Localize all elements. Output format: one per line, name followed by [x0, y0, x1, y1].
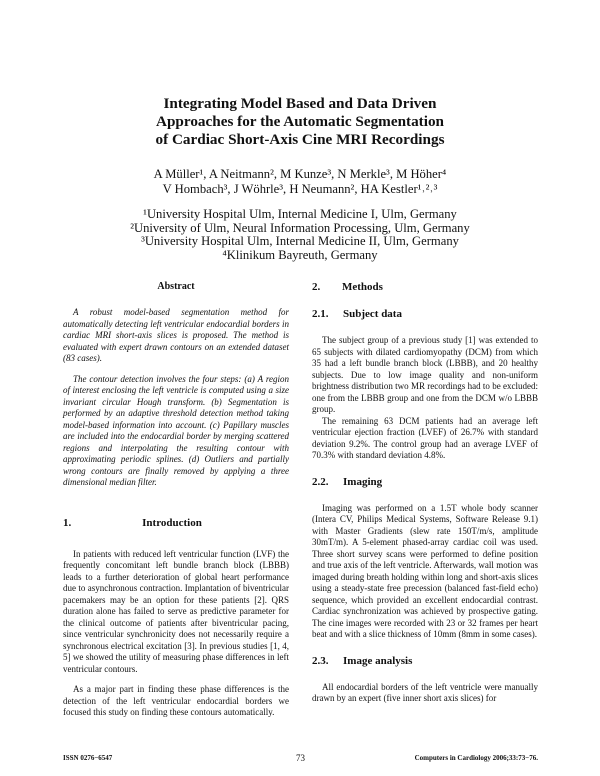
image-analysis-heading: [312, 655, 538, 667]
section-title: Image analysis: [343, 654, 413, 667]
imaging-heading: [312, 476, 538, 488]
abstract-paragraph: A robust model-based segmentation method for automatically detecting left ventricular endocardial borders in cardiac MRI short-axis slices is proposed. The method is evaluated with expert drawn contours on an extended dataset (83 cases).: [63, 307, 289, 363]
right-column: [312, 281, 538, 705]
section-number: 2.2.: [312, 475, 329, 488]
affiliation-list: [60, 208, 540, 262]
section-title: Imaging: [343, 475, 383, 488]
title-line: of Cardiac Short-Axis Cine MRI Recordings: [155, 131, 445, 148]
page-number: 73: [296, 753, 305, 763]
section-number: 2.1.: [312, 308, 329, 320]
body-paragraph: Imaging was performed on a 1.5T whole body scanner (Intera CV, Philips Medical Systems, Software Release 9.1) with Master Gradients (slew rate 150T/m/s, amplitude 30mT/m). A 5-element phased-array cardiac coil was used. Three short survey scans were performed to define position and true axis of the left ventricle. Afterwards, wall motion was imaged during breath holding within long and short-axis slices using a steady-state free precession (balanced fast-field echo) sequence, which provided an excellent endocardial contrast. Cardiac synchronization was achieved by prospective gating. The cine images were recorded with 23 or 32 frames per heart beat and with a slice thickness of 10mm (8mm in some cases).: [312, 502, 538, 639]
title-line: Approaches for the Automatic Segmentation: [156, 113, 444, 130]
introduction-heading: [63, 517, 289, 529]
issn-label: ISSN 0276−6547: [63, 754, 113, 762]
section-title: Methods: [342, 281, 383, 293]
section-number: 1.: [63, 516, 72, 529]
body-paragraph: All endocardial borders of the left ventricle were manually drawn by an expert (five inner short axis slices) for: [312, 681, 538, 703]
title-line: Integrating Model Based and Data Driven: [163, 95, 437, 112]
section-number: 2.: [312, 281, 321, 293]
abstract-heading: Abstract: [157, 281, 195, 292]
paper-title: [60, 95, 540, 149]
author-line: V Hombach³, J Wöhrle³, H Neumann², HA Kestler¹˒²˒³: [162, 182, 438, 196]
author-line: A Müller¹, A Neitmann², M Kunze³, N Merkle³, M Höher⁴: [153, 167, 447, 181]
page-footer: [63, 753, 538, 765]
section-number: 2.3.: [312, 654, 329, 667]
affiliation: ²University of Ulm, Neural Information Processing, Ulm, Germany: [130, 220, 470, 235]
affiliation: ³University Hospital Ulm, Internal Medicine II, Ulm, Germany: [141, 234, 459, 249]
body-paragraph: The subject group of a previous study [1] was extended to 65 subjects with dilated cardiomyopathy (DCM) from which 35 had a left bundle branch block (LBBB), and 20 healthy subjects. Due to low image quality and non-uniform brightness distribution two MR recordings had to be excluded: one from the LBBB group and one from the DCM w/o LBBB group.: [312, 335, 538, 414]
methods-heading: [312, 281, 538, 293]
abstract-paragraph: The contour detection involves the four steps: (a) A region of interest enclosing the left ventricle is computed using a size invariant circular Hough transform. (b) Segmentation is performed by an adaptive threshold detection method taking model-based information into account. (c) Papillary muscles are included into the endocardial border by merging scattered regions and interpolating the resulting contour with approximating periodic splines. (d) Outliers and partially wrong contours are finally removed by applying a three dimensional median filter.: [63, 373, 289, 487]
body-paragraph: In patients with reduced left ventricular function (LVF) the frequently concomitant left bundle branch block (LBBB) leads to a further deterioration of global heart performance due to asynchronous contraction. Implantation of biventricular pacemakers may be an option for these patients [2]. QRS duration alone has failed to serve as predictive parameter for the clinical outcome of patients after biventricular pacing, since ventricular synchronicity does not necessarily require a synchronous electrical excitation [3]. In previous studies [1, 4, 5] we showed the utility of measuring phase differences in left ventricular contours.: [63, 548, 289, 674]
section-title: Subject data: [343, 308, 402, 320]
author-list: [60, 167, 540, 197]
journal-citation: Computers in Cardiology 2006;33:73−76.: [414, 754, 538, 762]
affiliation: ¹University Hospital Ulm, Internal Medicine I, Ulm, Germany: [143, 207, 457, 221]
body-paragraph: As a major part in finding these phase differences is the detection of the left ventricular endocardial borders we focused this study on finding these contours automatically.: [63, 684, 289, 717]
left-column: [63, 281, 289, 719]
affiliation: ⁴Klinikum Bayreuth, Germany: [222, 247, 378, 262]
section-title: Introduction: [142, 516, 202, 529]
subject-data-heading: [312, 308, 538, 320]
body-paragraph: The remaining 63 DCM patients had an average left ventricular ejection fraction (LVEF) of 26.7% with standard deviation 9.2%. The control group had an average LVEF of 70.3% with standard deviation 4.8%.: [312, 415, 538, 460]
